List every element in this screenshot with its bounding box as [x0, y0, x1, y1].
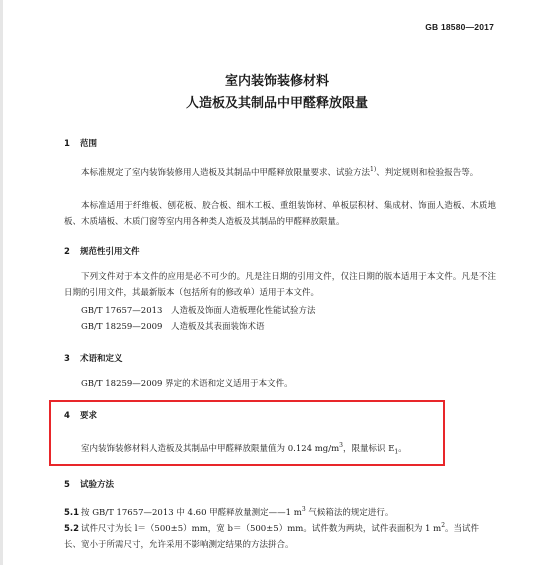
reference-item: [81, 303, 316, 319]
section-title: 规范性引用文件: [80, 247, 140, 257]
section-title: 试验方法: [80, 480, 115, 490]
paragraph-text: 、判定规则和检验报告等。: [376, 167, 479, 178]
unit-superscript: 3: [301, 506, 306, 513]
section-5-heading: [64, 478, 114, 490]
document-title-line2: 人造板及其制品中甲醛释放限量: [185, 96, 368, 111]
section-title: 术语和定义: [80, 354, 123, 364]
section-number: 5: [64, 480, 70, 490]
clause-text: 。当试件长、宽小于所需尺寸，允许采用不影响测定结果的方法拼合。: [64, 523, 480, 550]
section-2-heading: [64, 245, 140, 257]
section-4-heading: [64, 409, 97, 421]
section-2-paragraph: 下列文件对于本文件的应用是必不可少的。凡是注日期的引用文件，仅注日期的版本适用于本文件。凡是不注日期的引用文件，其最新版本（包括所有的修改单）适用于本文件。: [64, 272, 496, 298]
section-title: 范围: [80, 139, 98, 149]
requirement-text: 。: [398, 443, 407, 454]
requirement-text: ，限量标识 E: [343, 443, 395, 454]
reference-title: 人造板及饰面人造板理化性能试验方法: [171, 306, 316, 316]
section-3-paragraph: GB/T 18259—2009 界定的术语和定义适用于本文件。: [81, 379, 293, 389]
section-3-heading: [64, 352, 123, 364]
clause-5-2: [64, 518, 496, 553]
section-1-heading: [64, 137, 97, 149]
section-1-paragraph-2: 本标准适用于纤维板、刨花板、胶合板、细木工板、重组装饰材、单板层积材、集成材、饰面人造板、木质地板、木质墙板、木质门窗等室内用各种类人造板及其制品的甲醛释放限量。: [64, 201, 496, 227]
section-number: 3: [64, 354, 70, 364]
requirement-text: 室内装饰装修材料人造板及其制品中甲醛释放限量值为 0.124 mg/m: [81, 443, 340, 454]
reference-code: GB/T 17657—2013: [81, 306, 163, 316]
section-number: 1: [64, 139, 70, 149]
unit-superscript: 2: [441, 522, 446, 529]
section-number: 4: [64, 411, 70, 421]
section-title: 要求: [80, 411, 98, 421]
clause-text: 气候箱法的规定进行。: [305, 507, 394, 518]
document-title-line1: 室内装饰装修材料: [224, 74, 329, 89]
unit-superscript: 3: [339, 442, 343, 449]
reference-code: GB/T 18259—2009: [81, 322, 163, 332]
clause-number: 5.1: [64, 507, 80, 518]
reference-title: 人造板及其表面装饰术语: [171, 322, 265, 332]
section-number: 2: [64, 247, 70, 257]
section-1-paragraph-1: [64, 162, 496, 181]
clause-text: 试件尺寸为长 l＝（500±5）mm，宽 b＝（500±5）mm。试件数为两块，试件表面积为 1 m: [81, 523, 442, 534]
requirement-paragraph: [64, 438, 444, 461]
label-subscript: 1: [394, 448, 399, 456]
clause-number: 5.2: [64, 523, 80, 534]
standard-number: GB 18580—2017: [425, 22, 494, 32]
clause-text: 按 GB/T 17657—2013 中 4.60 甲醛释放量测定——1 m: [81, 507, 302, 518]
paragraph-text: 本标准规定了室内装饰装修用人造板及其制品中甲醛释放限量要求、试验方法: [81, 167, 371, 178]
reference-item: [81, 319, 265, 335]
footnote-marker: 1): [370, 166, 377, 173]
